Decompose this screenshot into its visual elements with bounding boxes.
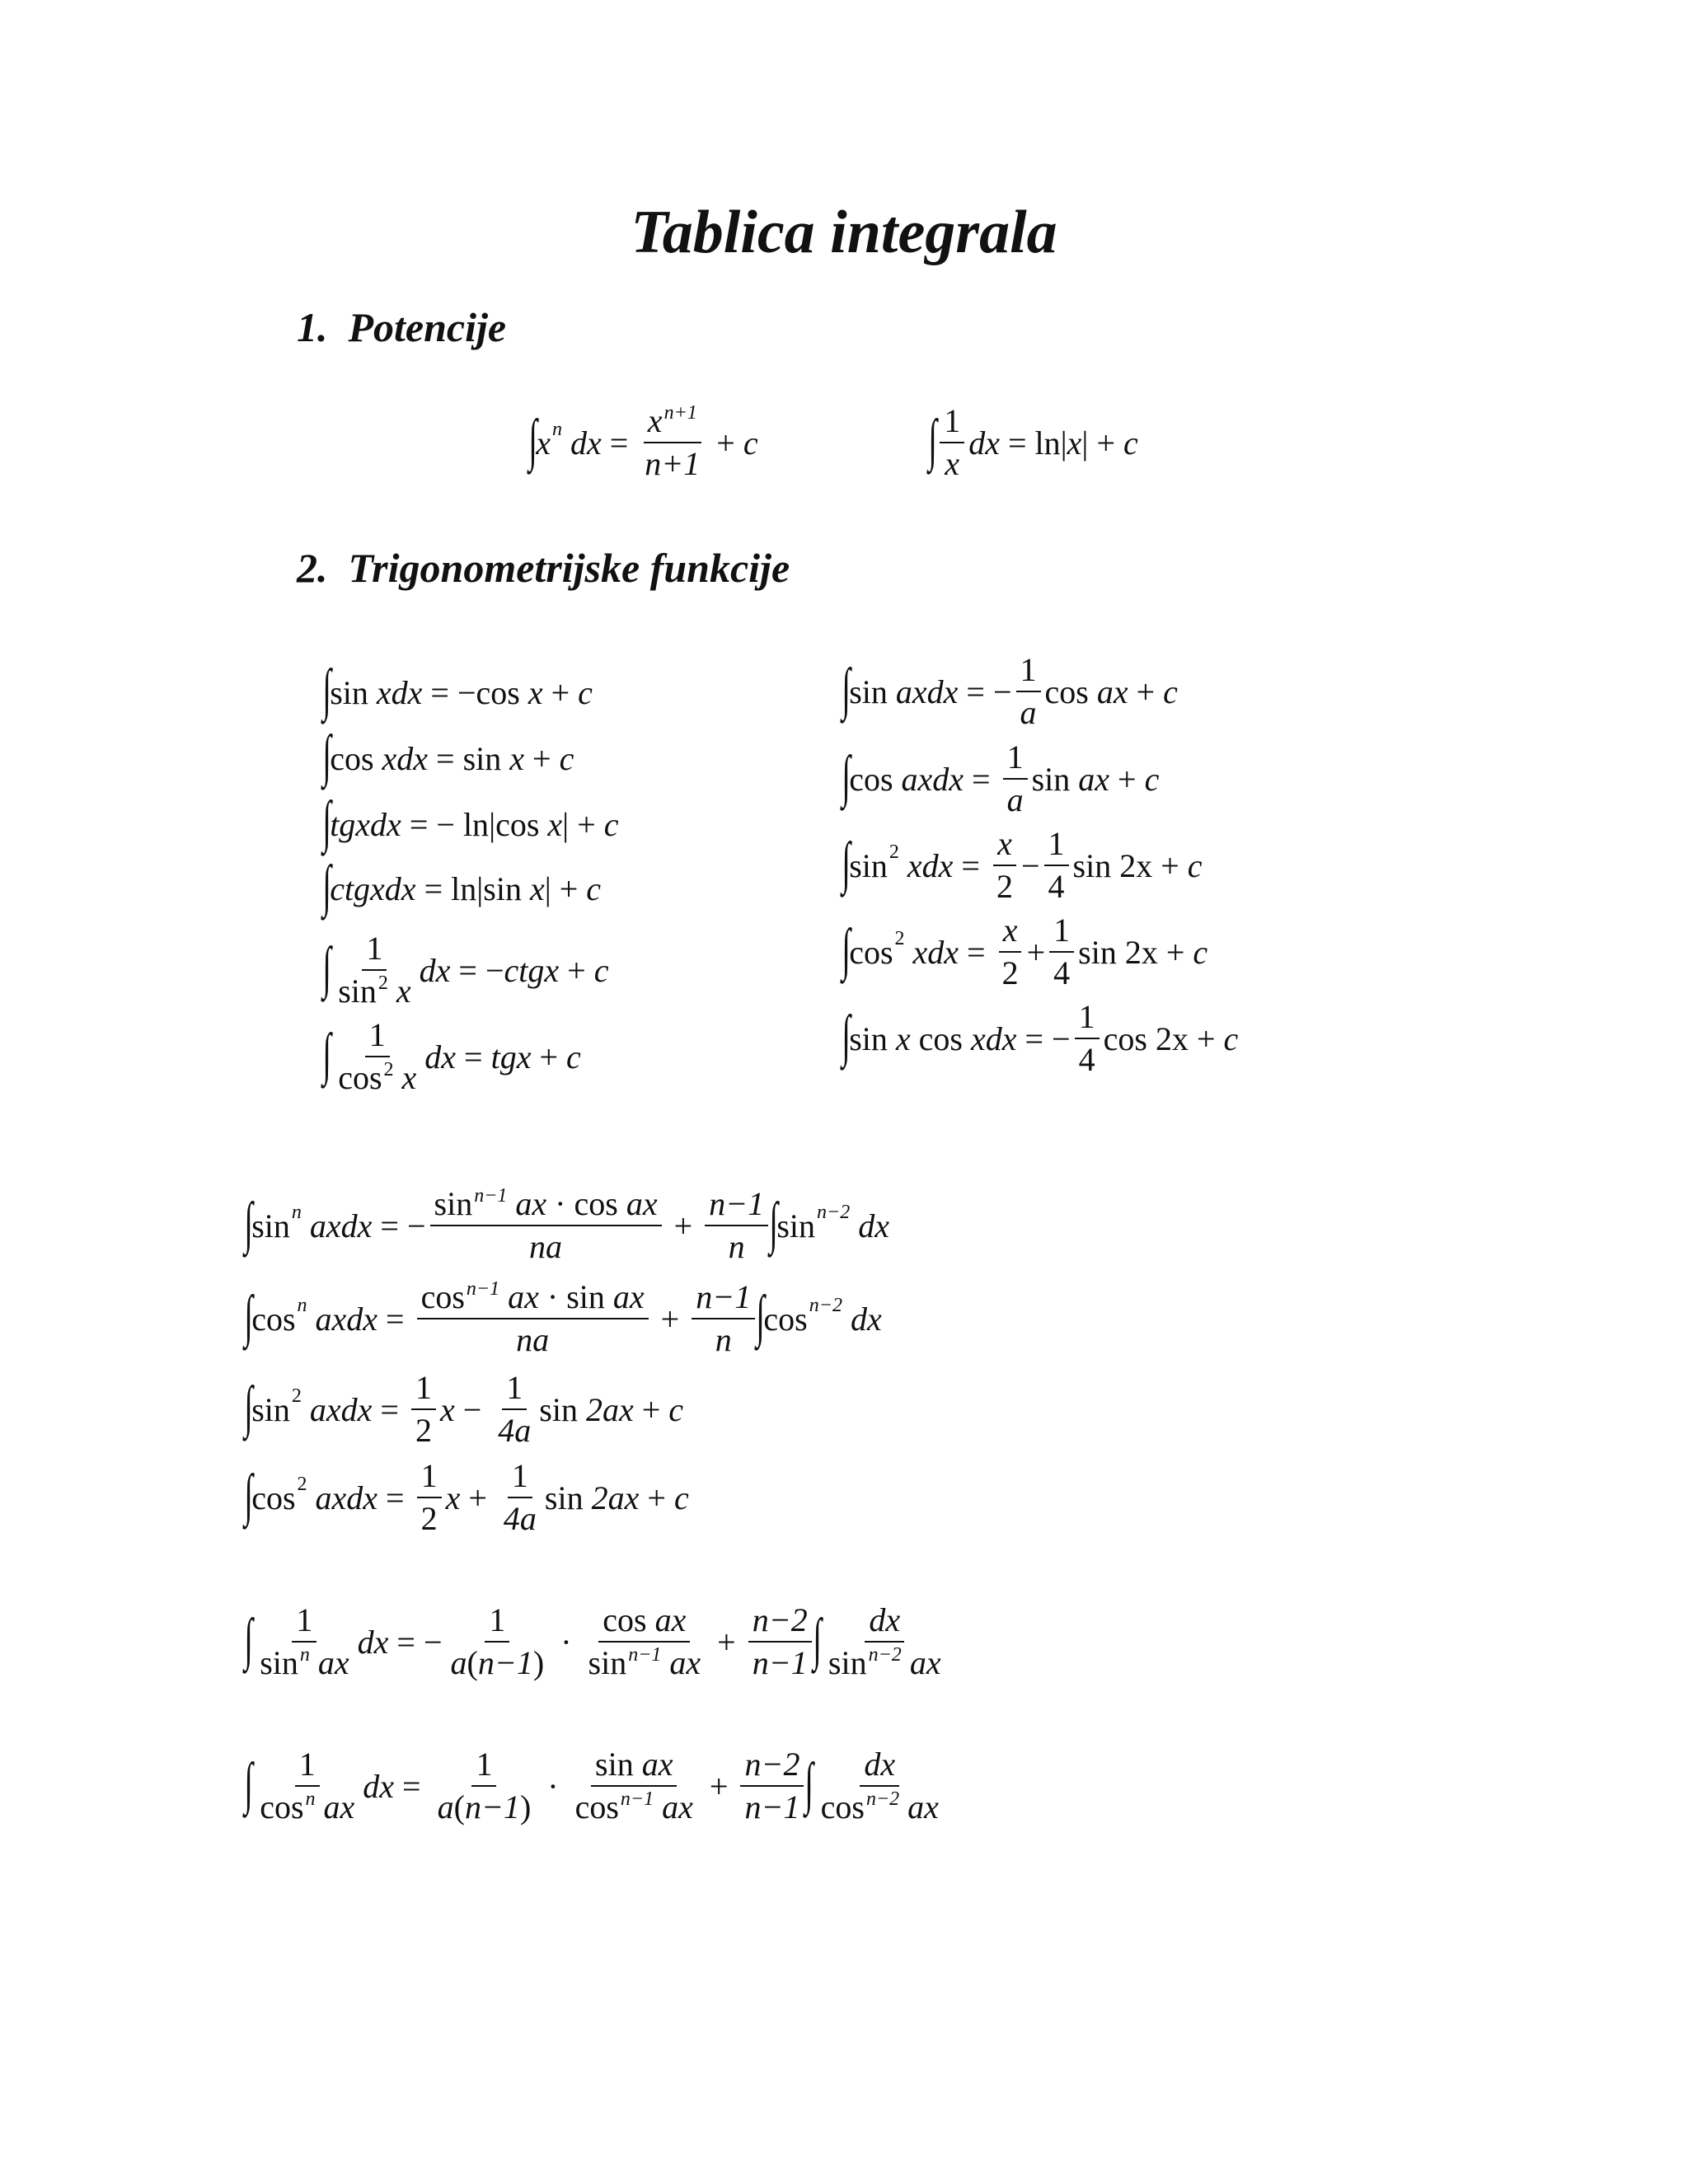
formula-cos2-ax: ∫ cos $^2$ axdx = $\frac{1}{2}$ x + $\frac{1}{4a}$ sin 2ax + c xyxy=(244,1457,689,1537)
formula-one-over-sin2: ∫ $\frac{1}{\sin^2 x}$ dx = − ctgx + c xyxy=(322,930,609,1010)
formula-sin-cos: ∫ sin x cos xdx = − $\frac{1}{4}$ cos 2x + c xyxy=(842,998,1239,1078)
formula-sin2-ax: ∫ sin $^2$ axdx = $\frac{1}{2}$ x − $\frac{1}{4a}$ sin 2ax + c xyxy=(244,1369,684,1449)
formula-one-over-cos-n: ∫ $\frac{1}{\cos^n ax}$ dx = $\frac{1}{a(n-1)}$ · $\frac{\text{sin ax}}{\cos^{n-1} ax}$ + $\frac{n-2}{n-1}$ ∫ $\frac{dx}{\cos^{n-2} ax}$ xyxy=(244,1746,939,1825)
formula-sin: ∫ sin xdx = − cos x + c xyxy=(322,658,593,722)
formula-ctg: ∫ ctgxdx = ln | sin x | + c xyxy=(322,855,602,918)
formula-sin-ax: ∫ sin axdx = − $\frac{1}{a}$ cos ax + c xyxy=(842,651,1178,731)
formula-reciprocal: ∫ $\frac{1}{x}$ dx = ln | x | + c xyxy=(928,402,1138,482)
section-heading-potencije: 1. Potencije xyxy=(297,304,507,350)
formula-sin-squared: ∫ sin $^2$ xdx = $\frac{x}{2}$ − $\frac{1}{4}$ sin 2x + c xyxy=(842,825,1203,905)
formula-one-over-sin-n: ∫ $\frac{1}{\sin^n ax}$ dx = − $\frac{1}{a(n-1)}$ · $\frac{\text{cos ax}}{\sin^{n-1} ax}$ + $\frac{n-2}{n-1}$ ∫ $\frac{dx}{\sin^{n-2} ax}$ xyxy=(244,1601,941,1681)
formula-one-over-cos2: ∫ $\frac{1}{\cos^2 x}$ dx = tgx + c xyxy=(322,1016,581,1096)
page-title: Tablica integrala xyxy=(631,199,1057,266)
formula-cos-n-reduction: ∫ cos $^n$ axdx = $\frac{\cos^{n-1} ax \cdot \sin ax}{na}$ + $\frac{n-1}{n}$ ∫ cos $^{n-2}$ dx xyxy=(244,1278,882,1358)
section-heading-trigonometrijske: 2. Trigonometrijske funkcije xyxy=(297,545,790,591)
formula-tg: ∫ tgxdx = − ln | cos x | + c xyxy=(322,790,619,854)
formula-sin-n-reduction: ∫ sin $^n$ axdx = − $\frac{\sin^{n-1} ax \cdot \cos ax}{na}$ + $\frac{n-1}{n}$ ∫ sin $^{n-2}$ dx xyxy=(244,1185,889,1265)
formula-cos: ∫ cos xdx = sin x + c xyxy=(322,724,574,788)
formula-cos-squared: ∫ cos $^2$ xdx = $\frac{x}{2}$ + $\frac{1}{4}$ sin 2x + c xyxy=(842,912,1208,991)
formula-power: ∫ x $^n$ dx = $\frac{x^{n+1}}{n+1}$ + c xyxy=(528,402,758,482)
formula-cos-ax: ∫ cos axdx = $\frac{1}{a}$ sin ax + c xyxy=(842,738,1160,818)
